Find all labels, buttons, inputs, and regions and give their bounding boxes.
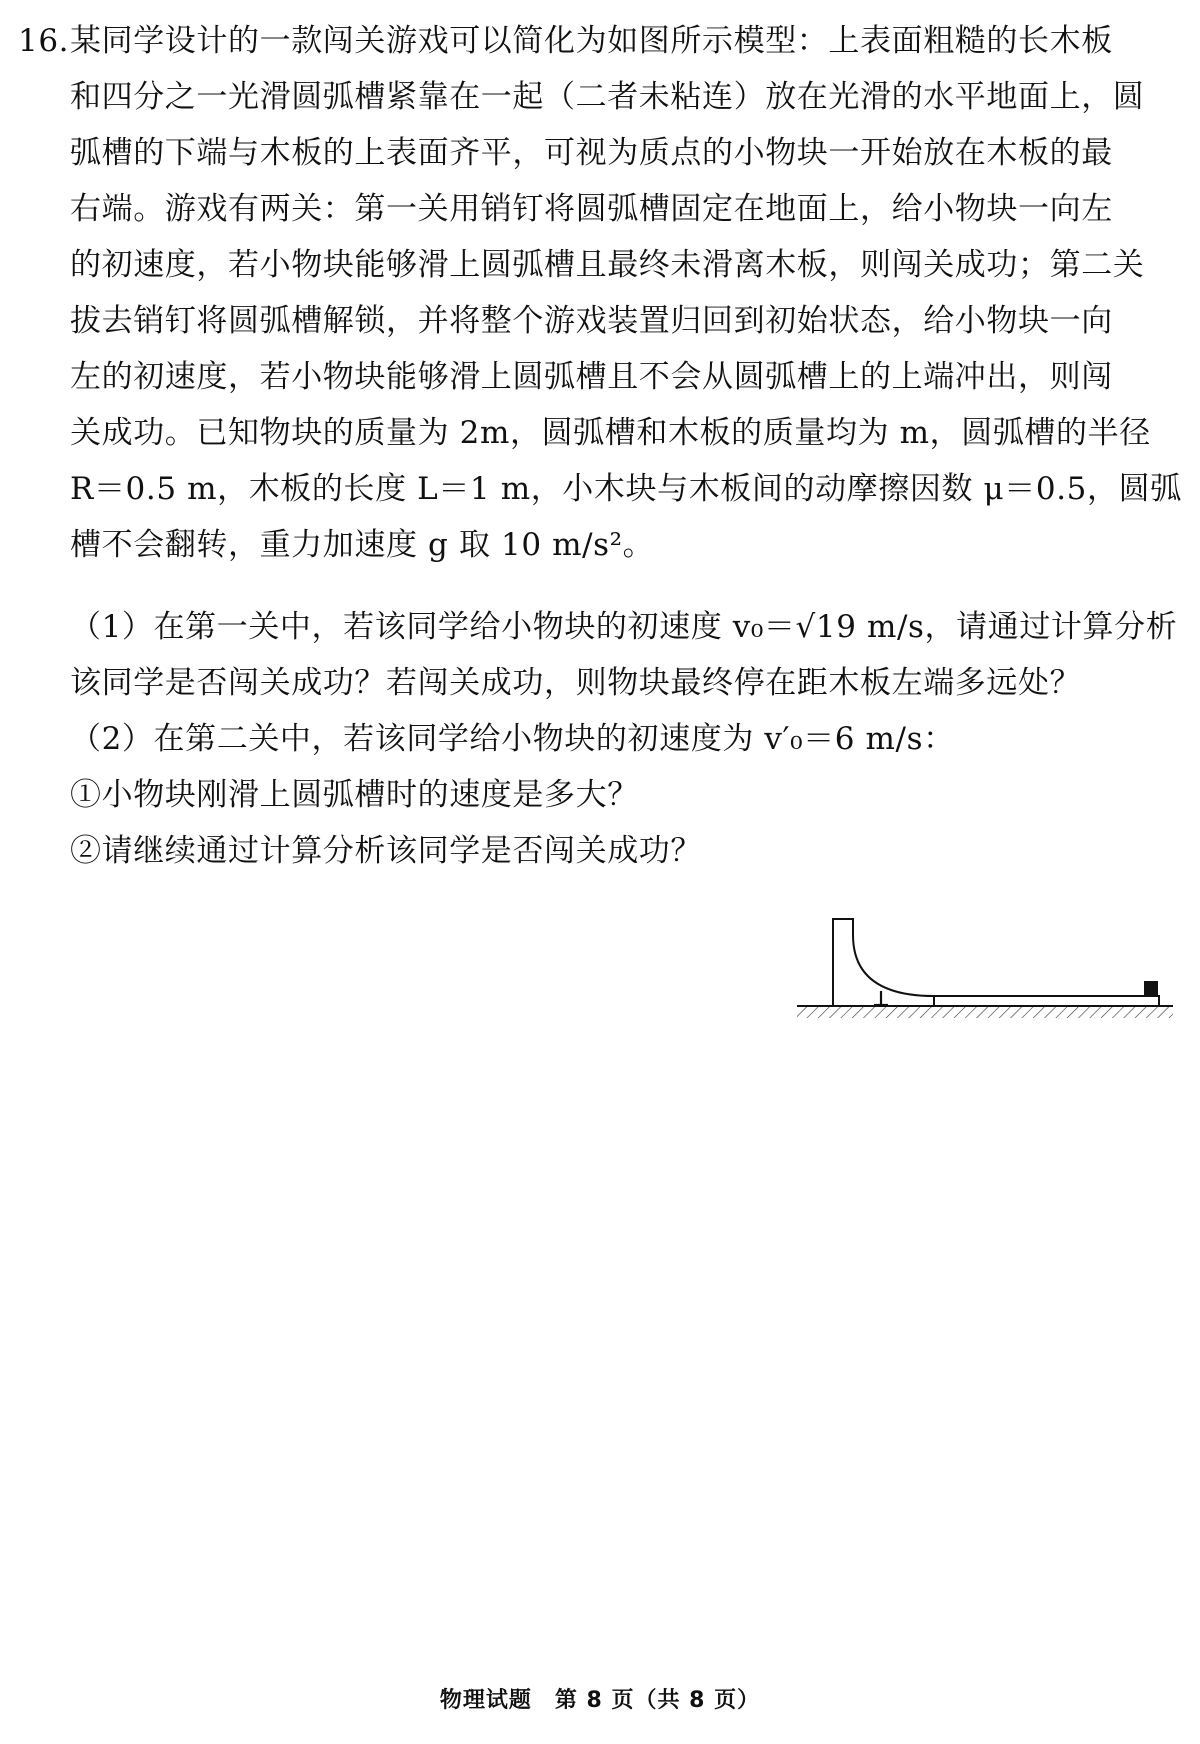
question-line-7: 左的初速度，若小物块能够滑上圆弧槽且不会从圆弧槽上的上端冲出，则闯: [70, 359, 1113, 395]
sub-question-2: （2）在第二关中，若该同学给小物块的初速度为 v′₀＝6 m/s：: [70, 721, 955, 757]
ground: [797, 1006, 1173, 1018]
question-number: 16.: [18, 23, 70, 59]
question-line-9: R＝0.5 m，木板的长度 L＝1 m，小木块与木板间的动摩擦因数 μ＝0.5，圆弧: [70, 471, 1182, 507]
sub-question-1-line-2: 该同学是否闯关成功？若闯关成功，则物块最终停在距木板左端多远处？: [70, 665, 1082, 701]
question-line-10: 槽不会翻转，重力加速度 g 取 10 m/s²。: [70, 527, 655, 563]
quarter-arc-groove: [833, 919, 934, 1006]
apparatus-diagram: [795, 905, 1175, 1025]
question-line-1: 某同学设计的一款闯关游戏可以简化为如图所示模型：上表面粗糙的长木板: [70, 23, 1113, 59]
sub-question-2-part-2: ②请继续通过计算分析该同学是否闯关成功？: [70, 833, 702, 869]
question-line-4: 右端。游戏有两关：第一关用销钉将圆弧槽固定在地面上，给小物块一向左: [70, 191, 1113, 227]
question-line-3: 弧槽的下端与木板的上表面齐平，可视为质点的小物块一开始放在木板的最: [70, 135, 1113, 171]
sub-question-1-line-1: （1）在第一关中，若该同学给小物块的初速度 v₀＝√19 m/s，请通过计算分析: [70, 609, 1178, 645]
page-footer: 物理试题 第 8 页（共 8 页）: [439, 1688, 761, 1713]
long-board: [934, 996, 1159, 1006]
question-line-8: 关成功。已知物块的质量为 2m，圆弧槽和木板的质量均为 m，圆弧槽的半径: [70, 415, 1151, 451]
small-block: [1144, 981, 1158, 996]
question-line-5: 的初速度，若小物块能够滑上圆弧槽且最终未滑离木板，则闯关成功；第二关: [70, 247, 1145, 283]
question-line-6: 拔去销钉将圆弧槽解锁，并将整个游戏装置归回到初始状态，给小物块一向: [70, 303, 1113, 339]
sub-question-2-part-1: ①小物块刚滑上圆弧槽时的速度是多大？: [70, 777, 639, 813]
question-line-2: 和四分之一光滑圆弧槽紧靠在一起（二者未粘连）放在光滑的水平地面上，圆: [70, 79, 1145, 115]
